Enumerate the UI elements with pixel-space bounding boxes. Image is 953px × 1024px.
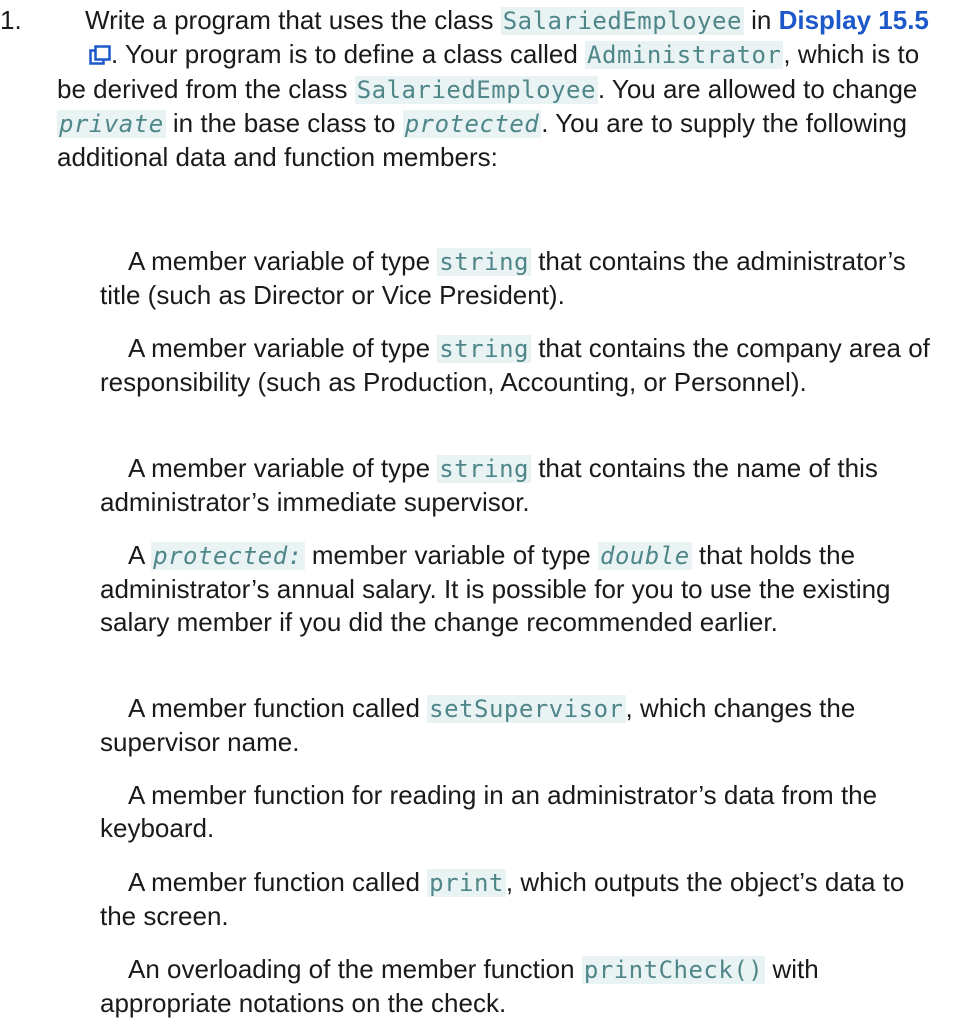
code-protected: protected: [153, 542, 303, 570]
item-text: A member variable of type [128, 333, 438, 363]
intro-text: , which is to be derived from the class [57, 39, 920, 104]
code-print-check: printCheck() [583, 956, 764, 984]
item-text: A member function called [128, 693, 428, 723]
list-item [100, 539, 940, 639]
item-text: A [128, 540, 152, 570]
intro-text: . You are allowed to change [597, 74, 918, 104]
code-string: string [439, 455, 529, 483]
external-window-icon[interactable] [61, 40, 111, 73]
intro-text: in the base class to [165, 108, 403, 138]
question-intro [57, 4, 937, 174]
item-text: , which outputs the object’s data to the screen. [100, 867, 905, 931]
list-item [100, 953, 940, 1020]
item-text: , which changes the supervisor name. [100, 693, 856, 757]
item-text: that contains the company area of responsibility (such as Production, Accounting, or Personnel). [100, 333, 930, 397]
item-text: that contains the name of this administrator’s immediate supervisor. [100, 453, 878, 517]
item-text: A member variable of type [128, 246, 438, 276]
question-number: 1. [0, 5, 22, 35]
item-text: An overloading of the member function [128, 954, 582, 984]
intro-text: . Your program is to define a class called [111, 39, 586, 69]
code-administrator: Administrator [587, 41, 782, 69]
list-item [100, 692, 940, 759]
item-text: A member function called [128, 867, 428, 897]
intro-text: in [743, 5, 779, 35]
item-text: with appropriate notations on the check. [100, 954, 819, 1018]
item-text: that holds the administrator’s annual salary. It is possible for you to use the existing salary member if you did the change recommended earlier. [100, 540, 891, 637]
intro-text: . You are to supply the following additional data and function members: [57, 108, 907, 172]
list-item [100, 332, 940, 399]
list-item [100, 452, 940, 519]
display-link[interactable]: Display 15.5 [778, 5, 929, 35]
item-text: that contains the administrator’s title (such as Director or Vice President). [100, 246, 906, 310]
item-text: A member function for reading in an administrator’s data from the keyboard. [100, 780, 878, 843]
code-salaried-employee: SalariedEmployee [502, 7, 742, 35]
list-item [100, 245, 940, 312]
code-print: print [429, 869, 504, 897]
code-protected: protected [404, 110, 540, 138]
intro-text: Write a program that uses the class [85, 5, 501, 35]
code-salaried-employee: SalariedEmployee [356, 76, 596, 104]
code-double: double [600, 542, 690, 570]
item-text: A member variable of type [128, 453, 438, 483]
list-item [100, 779, 940, 845]
list-item [100, 866, 940, 933]
item-text: member variable of type [304, 540, 598, 570]
code-string: string [439, 248, 529, 276]
code-string: string [439, 335, 529, 363]
code-private: private [59, 110, 164, 138]
code-set-supervisor: setSupervisor [429, 695, 624, 723]
